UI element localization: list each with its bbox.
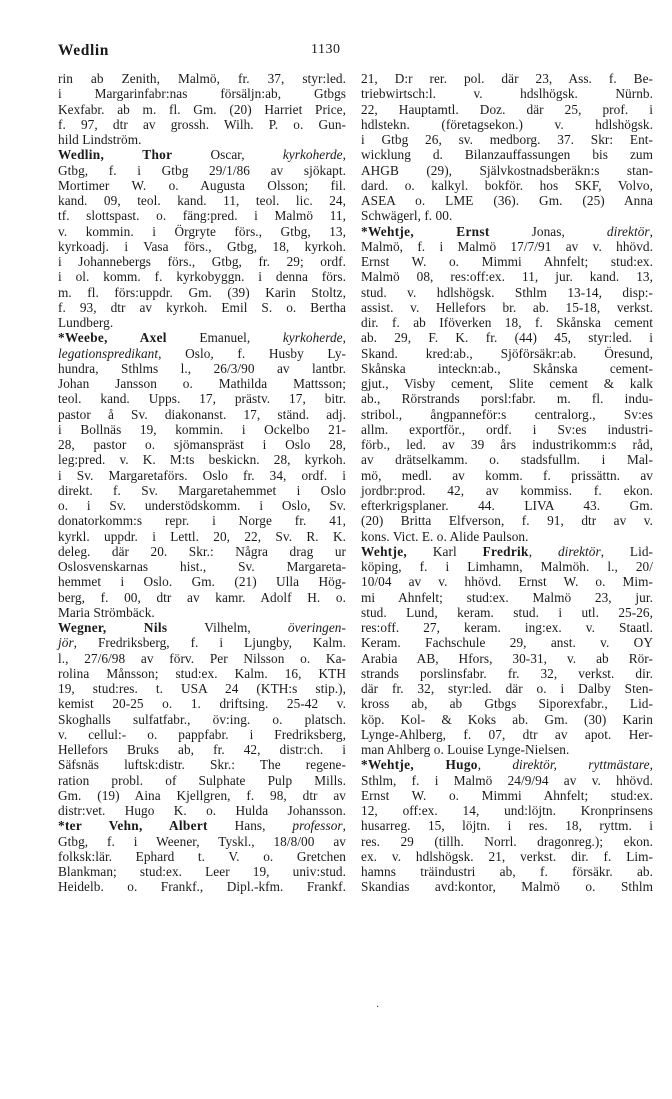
text-line: hdlstekn. (företagsekon.) v. hdlshögsk. — [361, 116, 653, 132]
entry-title: direktör — [606, 223, 650, 239]
text-line: Blankman; stud:ex. Leer 19, univ:stud. — [58, 864, 346, 879]
text-line: i Margarinfabr:nas försäljn:ab, Gtbgs — [58, 86, 346, 102]
text-line: Oslosvenskarnas hist., Sv. Margareta- — [58, 559, 346, 574]
text-line: ab. 29, F. K. fr. (44) 45, styr:led. i — [361, 330, 653, 346]
text-line: jordbr:prod. 42, av kommiss. f. ekon. — [361, 482, 653, 498]
text-line: Skoghalls sulfatfabr., öv:ing. o. platsch. — [58, 711, 346, 727]
text-line — [361, 544, 653, 559]
text-line — [58, 330, 346, 345]
entry-name: Fredrik — [482, 543, 529, 559]
text-line: assist. v. Hellefors br. ab. 15-18, verkst. — [361, 299, 653, 315]
entry-title: överingen- — [287, 620, 346, 635]
text-line: där fr. 32, styr:led. där o. i Dalby Sten- — [361, 681, 653, 696]
entry-title: direktör — [557, 543, 601, 559]
text-line: dir. f. ab Iföverken 18, f. Skånska cement — [361, 315, 653, 330]
text-line: triebwirtsch:l. v. hdslhögsk. Nürnb. — [361, 86, 653, 102]
text-line: hild Lindström. — [58, 132, 142, 147]
line-segment: Oscar, — [172, 147, 283, 163]
text-line: res. 29 (tillh. Norrl. dragonreg.); ekon. — [361, 833, 653, 849]
text-line: Malmö 08, res:off:ex. 11, jur. kand. 13, — [361, 269, 653, 285]
text-line — [361, 224, 653, 239]
line-segment: Emanuel, — [166, 330, 283, 346]
text-line: res:off. 27, keram. ing:ex. v. Staatl. — [361, 620, 653, 635]
text-line: Keram. Fachschule 29, anst. v. OY — [361, 635, 653, 651]
text-line: donatorkomm:s repr. i Norge fr. 41, — [58, 513, 346, 529]
text-line: i Sv. Margaretaförs. Oslo fr. 34, ordf. i — [58, 467, 346, 483]
text-line: leg:pred. v. K. M:ts beskickn. 28, kyrkoh. — [58, 452, 346, 468]
line-segment: Jonas, — [489, 223, 607, 239]
text-line: kons. Vict. E. o. Alide Paulson. — [361, 528, 529, 544]
text-line: hamns träindustri ab, f. försäkr. ab. — [361, 864, 653, 879]
entry-title: jör — [58, 635, 74, 651]
text-line: gjut., Visby cement, Slite cement & kalk — [361, 376, 653, 391]
end-mark: · — [376, 1002, 380, 1013]
text-line: 21, D:r rer. pol. där 23, Ass. f. Be- — [361, 71, 653, 86]
text-line: 19, stud:res. t. USA 24 (KTH:s stip.), — [58, 681, 346, 696]
text-line — [58, 620, 346, 635]
text-line: berg, f. 00, dtr av kamr. Adolf H. o. — [58, 589, 346, 605]
text-line: f. 93, dtr av kyrkoh. Emil S. o. Bertha — [58, 299, 346, 315]
text-line: v. kommin. i Örgryte förs., Gtbg, 13, — [58, 223, 346, 239]
entry-title: kyrkoherde — [282, 147, 343, 163]
text-line: 10/04 av v. hhövd. Ernst W. o. Mim- — [361, 574, 653, 590]
text-line: o. i Sv. understödskomm. i Oslo, Sv. — [58, 498, 346, 513]
entry-title: kyrkoherde — [282, 330, 343, 346]
text-line: strands porslinsfabr. fr. 32, verkst. dir. — [361, 665, 653, 681]
text-line: hundra, Sthlms l., 26/3/90 av lantbr. — [58, 360, 346, 376]
text-line: köp. Kol- & Koks ab. Gm. (30) Karin — [361, 711, 653, 727]
text-line — [58, 346, 346, 361]
line-segment: , Lid- — [600, 543, 654, 559]
line-segment: , Fredriksberg, f. i Ljungby, Kalm. — [73, 635, 346, 651]
text-line: ex. v. hdlshögsk. 21, verkst. dir. f. Lim- — [361, 848, 653, 864]
text-line: förb., led. av 39 års industrikomm:s råd, — [361, 437, 653, 452]
text-line: av drätselkamm. o. stadsfullm. i Mal- — [361, 452, 653, 468]
text-line: kand. 09, teol. kand. 11, teol. lic. 24, — [58, 193, 346, 208]
text-line: 28, pastor o. sjömanspräst i Oslo 28, — [58, 437, 346, 452]
text-line: distr:vet. Hugo K. o. Hulda Johansson. — [58, 803, 346, 818]
line-segment: , — [342, 818, 346, 834]
text-line: pastor å Sv. diakonanst. 17, ständ. adj. — [58, 406, 346, 422]
text-line: ab., Rörstrands porsl:fabr. m. fl. indu- — [361, 391, 653, 407]
text-line: stud. v. hdlshögsk. Sthlm 13-14, disp:- — [361, 284, 653, 300]
text-line: Malmö, f. i Malmö 17/7/91 av v. hhövd. — [361, 238, 653, 254]
text-line: Gtbg, f. i Gtbg 29/1/86 av sjökapt. — [58, 162, 346, 178]
text-line — [58, 147, 346, 162]
text-line: i Gtbg 26, sv. medborg. 37. Skr: Ent- — [361, 132, 653, 147]
line-segment: , — [649, 757, 653, 773]
entry-name: *Wehtje, Hugo — [361, 757, 478, 773]
text-line: deleg. där 20. Skr.: Några drag ur — [58, 543, 346, 559]
text-line: v. cellul:- o. pappfabr. i Fredriksberg, — [58, 726, 346, 742]
text-line: direkt. f. Sv. Margaretahemmet i Oslo — [58, 482, 346, 498]
text-line: Hellefors Bruks ab, fr. 42, distr:ch. i — [58, 742, 346, 757]
text-line: husarreg. 15, löjtn. i res. 18, ryttm. i — [361, 818, 653, 834]
text-line: Mortimer W. o. Augusta Olsson; fil. — [58, 177, 346, 193]
entry-title: legationspredikant — [58, 345, 159, 361]
text-line: Skånska inteckn:ab., Skånska cement- — [361, 360, 653, 376]
text-line: kyrkoadj. i Vasa förs., Gtbg, 18, kyrkoh. — [58, 238, 346, 254]
text-line: (20) Britta Elfverson, f. 91, dtr av v. — [361, 513, 653, 529]
line-segment: , — [342, 330, 346, 346]
line-segment: , — [528, 543, 558, 559]
text-line: AHGB (29), Självkostnadsberäkn:s stan- — [361, 162, 653, 178]
text-line: Lynge-Ahlberg, f. 07, dtr av apot. Her- — [361, 726, 653, 742]
text-line: ration probl. of Sulphate Pulp Mills. — [58, 772, 346, 788]
text-line: Säfsnäs luftsk:distr. Skr.: The regene- — [58, 757, 346, 773]
entry-name: Wedlin, Thor — [58, 147, 173, 163]
text-line: kross ab, ab Gtbgs Siporexfabr., Lid- — [361, 696, 653, 712]
text-line — [58, 818, 346, 833]
text-line: l., 27/6/98 av förv. Per Nilsson o. Ka- — [58, 650, 346, 666]
running-head-word: Wedlin — [58, 42, 109, 59]
entry-title: professor — [292, 818, 343, 834]
text-line: Maria Strömbäck. — [58, 604, 155, 620]
left-column — [58, 71, 346, 895]
text-line: Sthlm, f. i Malmö 24/9/94 av v. hhövd. — [361, 772, 653, 788]
entry-name: *ter Vehn, Albert — [58, 818, 208, 834]
page-number: 1130 — [311, 42, 341, 57]
text-line: folksk:lär. Ephard t. V. o. Gretchen — [58, 848, 346, 864]
entry-name: *Wehtje, Ernst — [361, 223, 490, 239]
text-line: man Ahlberg o. Louise Lynge-Nielsen. — [361, 742, 570, 757]
text-line: i Johannebergs förs., Gtbg, fr. 29; ordf. — [58, 254, 346, 269]
text-line: 22, Hauptamtl. Doz. där 25, prof. i — [361, 101, 653, 117]
text-line: Ernst W. o. Mimmi Ahnfelt; stud:ex. — [361, 254, 653, 269]
text-line: allm. exportför., ordf. i Sv:es industri- — [361, 421, 653, 437]
text-line: stud. Lund, keram. stud. i utl. 25-26, — [361, 604, 653, 620]
text-line: wicklung d. Bilanzauffassungen bis zum — [361, 147, 653, 163]
text-line: mi Ahnfelt; stud:ex. Malmö 23, jur. — [361, 589, 653, 605]
line-segment: Karl — [407, 543, 483, 559]
text-line: dard. o. kalkyl. bokför. hos SKF, Volvo, — [361, 177, 653, 193]
text-line: Kexfabr. ab m. fl. Gm. (20) Harriet Price, — [58, 101, 346, 117]
right-column — [361, 71, 653, 895]
text-line: hemmet i Oslo. Gm. (21) Ulla Hög- — [58, 574, 346, 590]
text-line: kyrkl. uppdr. i Lettl. 20, 22, Sv. R. K. — [58, 528, 346, 544]
text-line: Heidelb. o. Frankf., Dipl.-kfm. Frankf. — [58, 879, 346, 895]
text-line: stribol., ångpanneför:s centralorg., Sv:es — [361, 406, 653, 422]
entry-name: Wehtje, — [361, 543, 408, 559]
line-segment: Vilhelm, — [167, 620, 288, 635]
entry-title: direktör, ryttmästare — [512, 757, 650, 773]
text-line: kemist 20-25 o. 1. driftsing. 25-42 v. — [58, 696, 346, 712]
text-line: Johan Jansson o. Mathilda Mattsson; — [58, 376, 346, 391]
text-line: rolina Månsson; stud:ex. Kalm. 16, KTH — [58, 665, 346, 681]
entry-name: *Weebe, Axel — [58, 330, 167, 346]
line-segment: , — [649, 223, 653, 239]
text-line: Gm. (19) Aina Kjellgren, f. 98, dtr av — [58, 787, 346, 803]
text-line: 12, off:ex. 14, und:löjtn. Kronprinsens — [361, 803, 653, 818]
text-line: Schwägerl, f. 00. — [361, 208, 453, 224]
line-segment: , Oslo, f. Husby Ly- — [158, 345, 346, 361]
text-line — [58, 635, 346, 650]
text-line: Lundberg. — [58, 315, 114, 330]
text-line: Skandias avd:kontor, Malmö o. Sthlm — [361, 879, 653, 895]
text-line: m. fl. förs:uppdr. Gm. (39) Karin Stoltz, — [58, 284, 346, 300]
text-line: tf. slottspast. o. fäng:pred. i Malmö 11, — [58, 208, 346, 224]
line-segment: , — [477, 757, 513, 773]
text-line: Skand. kred:ab., Sjöförsäkr:ab. Öresund, — [361, 345, 653, 361]
text-line: Gtbg, f. i Weener, Tyskl., 18/8/00 av — [58, 833, 346, 849]
line-segment: Hans, — [207, 818, 293, 834]
text-line: mö, medl. av komm. f. prissättn. av — [361, 467, 653, 483]
entry-name: Wegner, Nils — [58, 620, 168, 635]
text-line: Ernst W. o. Mimmi Ahnfelt; stud:ex. — [361, 787, 653, 803]
text-line: ASEA o. LME (36). Gm. (25) Anna — [361, 193, 653, 208]
text-line: rin ab Zenith, Malmö, fr. 37, styr:led. — [58, 71, 346, 86]
text-line: i ol. komm. f. kyrkobyggn. i denna förs. — [58, 269, 346, 285]
text-line — [361, 757, 653, 772]
text-line: Arabia AB, Hfors, 30-31, v. ab Rör- — [361, 650, 653, 666]
text-line: f. 97, dtr av grossh. Wilh. P. o. Gun- — [58, 116, 346, 132]
text-line: i Bollnäs 19, kommin. i Ockelbo 21- — [58, 421, 346, 437]
text-line: köping, f. i Limhamn, Malmöh. l., 20/ — [361, 559, 653, 574]
text-line: teol. kand. Upps. 17, prästv. 17, bitr. — [58, 391, 346, 407]
text-line: efterkrigsplaner. 44. LIVA 43. Gm. — [361, 498, 653, 513]
line-segment: , — [342, 147, 346, 163]
